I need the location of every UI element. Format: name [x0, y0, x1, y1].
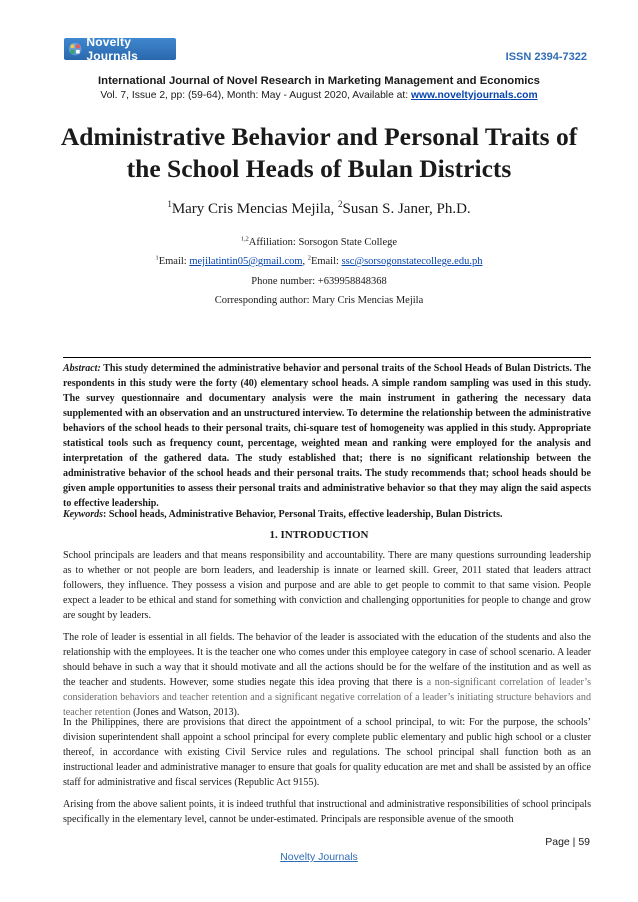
keywords	[63, 509, 591, 520]
email-1-sup: 1	[155, 254, 159, 262]
volume-text: Vol. 7, Issue 2, pp: (59-64), Month: May - August 2020, Available at:	[100, 90, 411, 101]
volume-info	[0, 90, 638, 101]
title-line-1: Administrative Behavior and Personal Traits of	[60, 122, 578, 151]
abstract	[63, 361, 591, 511]
journal-name: International Journal of Novel Research in Marketing Management and Economics	[98, 75, 540, 87]
author-2: Susan S. Janer, Ph.D.	[342, 201, 471, 217]
email-2-label: Email:	[310, 256, 342, 267]
paragraph-2-text: The role of leader is essential in all fields. The behavior of the leader is associated with the education of the students and also the relationship with the employees. It is the teacher one who comes under this employee category in case of school scenario. A leader should behave in such a way that it should motivate and all the actions should be for the welfare of the institution and as well as the teacher and students. However, some studies negate this idea proving that there is	[63, 632, 591, 689]
footer-publisher-link[interactable]: Novelty Journals	[280, 851, 358, 863]
email-2-link[interactable]: ssc@sorsogonstatecollege.edu.ph	[341, 256, 483, 267]
affiliation	[0, 237, 638, 248]
corresponding-author: Corresponding author: Mary Cris Mencias Mejila	[214, 295, 424, 306]
author-2-sup: 2	[338, 199, 343, 209]
paragraph-1: School principals are leaders and that means responsibility and accountability. There are many questions surrounding leadership as to whether or not people are born leaders, and leadership is innate or learned skill. Greer, 2011 stated that leaders attract followers, they influence. They possess a vision and purpose and are able to get people to commit to that same vision. People expect a leader to be ethical and stand for something with conviction and challenging opportunities for people to change and grow are sought by leaders.	[63, 550, 591, 622]
section-title-introduction: 1. INTRODUCTION	[269, 529, 369, 541]
paragraph-2	[63, 630, 591, 721]
email-2-sup: 2	[307, 254, 311, 262]
abstract-top-rule	[63, 357, 591, 358]
keywords-label: Keywords	[63, 509, 103, 520]
paragraph-2-citation: (Jones and Watson, 2013).	[130, 707, 240, 719]
paper-title	[30, 121, 608, 185]
page-number: Page | 59	[545, 836, 590, 848]
novelty-journals-logo[interactable]	[64, 35, 176, 63]
authors	[0, 201, 638, 218]
email-1-label: Email:	[158, 256, 190, 267]
affiliation-sup: 1,2	[240, 235, 249, 243]
paragraph-3: In the Philippines, there are provisions that direct the appointment of a school principal, to wit: For the purpose, the schools’ division superintendent shall appoint a school principal for every complete public elementary and public high school or a cluster thereof, in accordance with existing Civil Service rules and regulations. The school principal shall function both as an instructional leader and administrative manager to ensure that goals for quality education are met and shall be assisted by an office staff for administrative and fiscal services (Republic Act 9155).	[63, 717, 591, 789]
paragraph-2-quote: a non-significant correlation of leader’s consideration behaviors and teacher retention and a significant negative correlation of a leader’s initiating structure behaviors and teacher retention	[63, 677, 591, 719]
abstract-label: Abstract:	[63, 363, 101, 374]
puzzle-icon	[68, 41, 82, 57]
author-1-sup: 1	[167, 199, 172, 209]
abstract-text: This study determined the administrative behavior and personal traits of the School Heads of Bulan Districts. The respondents in this study were the forty (40) elementary school heads. A simple random sampling was used in this study. The survey questionnaire and documentary analysis were the main instrument in gathering the necessary data supplemented with an observation and an unstructured interview. To determine the relationship between the administrative behaviors of the school heads to their personal traits, chi-square test of homogeneity was applied in this study. Appropriate statistical tools such as frequency count, percentage, weighted mean and ranking were employed for the analysis and interpretation of the gathered data. The study established that; there is no significant relationship between the administrative behavior of the school heads and their personal traits. The study recommends that; school heads should be given ample opportunities to assess their personal traits and administrative behavior so that they may align the said aspects to effective leadership.	[63, 363, 591, 510]
paragraph-4: Arising from the above salient points, it is indeed truthful that instructional and administrative responsibilities of school principals specifically in the elementary level, cannot be under-estimated. Principals are responsible avenue of the smooth	[63, 799, 591, 826]
phone-number: Phone number: +639958848368	[251, 276, 387, 287]
title-line-2: the School Heads of Bulan Districts	[126, 154, 512, 183]
author-1: Mary Cris Mencias Mejila,	[171, 201, 339, 217]
logo-text: Novelty Journals	[86, 35, 138, 63]
issn: ISSN 2394-7322	[505, 51, 587, 63]
email-1-link[interactable]: mejilatintin05@gmail.com	[189, 256, 303, 267]
keywords-text: : School heads, Administrative Behavior, Personal Traits, effective leadership, Bulan Districts.	[103, 509, 503, 520]
email-separator: ,	[302, 256, 308, 267]
affiliation-text: Affiliation: Sorsogon State College	[248, 237, 398, 248]
emails	[0, 256, 638, 267]
journal-website-link[interactable]: www.noveltyjournals.com	[410, 90, 538, 101]
